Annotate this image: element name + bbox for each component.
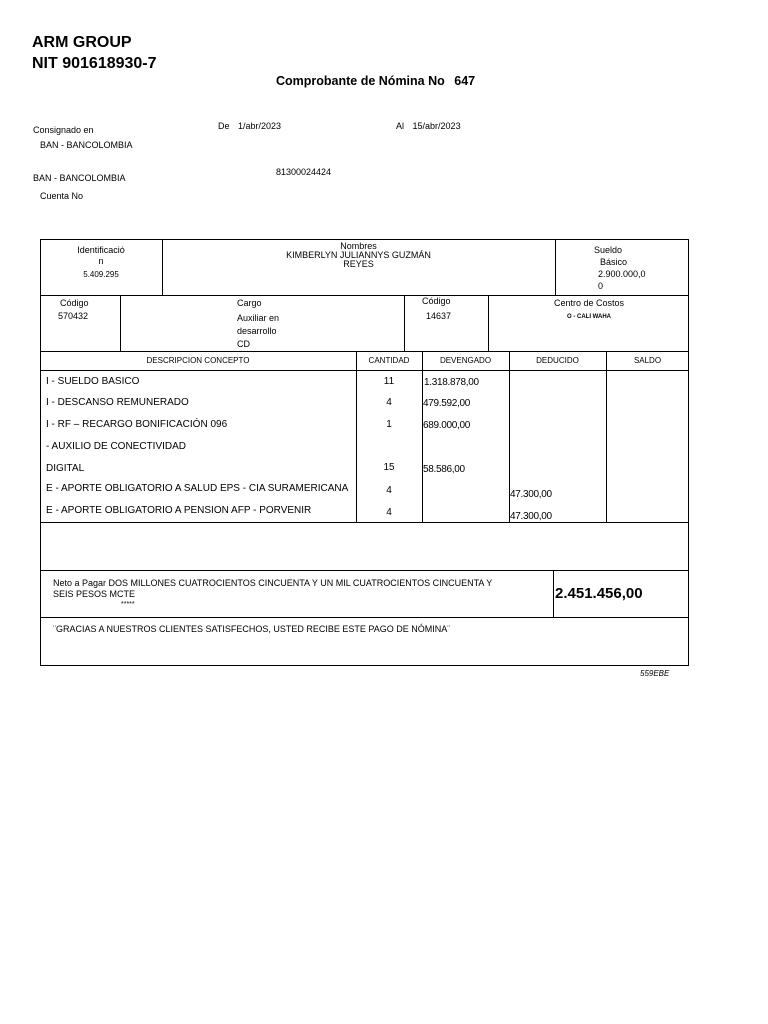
position-label: Cargo bbox=[237, 298, 262, 308]
company-name: ARM GROUP bbox=[32, 34, 132, 51]
id-label-line2: n bbox=[98, 256, 104, 266]
divider bbox=[40, 522, 689, 523]
header-concept: DESCRIPCION CONCEPTO bbox=[146, 356, 250, 365]
salary-value-line2: 0 bbox=[598, 281, 604, 291]
divider bbox=[553, 570, 554, 617]
position-code-label: Código bbox=[422, 296, 451, 306]
net-stars: ***** bbox=[121, 601, 135, 608]
id-label-line1: Identificació bbox=[77, 245, 125, 255]
period-to-label: Al bbox=[396, 121, 405, 131]
row-concept: I - SUELDO BASICO bbox=[46, 376, 140, 387]
divider bbox=[40, 295, 689, 296]
divider bbox=[120, 295, 121, 351]
row-earned: 479.592,00 bbox=[423, 398, 471, 409]
salary-value-line1: 2.900.000,0 bbox=[598, 269, 646, 279]
employee-name-line1: KIMBERLYN JULIANNYS GUZMÁN bbox=[286, 250, 431, 260]
divider bbox=[40, 370, 689, 371]
company-nit: NIT 901618930-7 bbox=[32, 55, 157, 72]
position-line: CD bbox=[237, 339, 250, 349]
header-balance: SALDO bbox=[633, 356, 662, 365]
row-concept: E - APORTE OBLIGATORIO A PENSION AFP - PORVENIR bbox=[46, 505, 312, 516]
period-from bbox=[218, 121, 281, 131]
names-block bbox=[162, 242, 555, 269]
header-earned: DEVENGADO bbox=[439, 356, 492, 365]
divider bbox=[40, 351, 689, 352]
divider bbox=[404, 295, 405, 351]
row-concept: - AUXILIO DE CONECTIVIDAD bbox=[46, 441, 187, 452]
row-concept: E - APORTE OBLIGATORIO A SALUD EPS - CIA SURAMERICANA bbox=[46, 483, 349, 494]
header-quantity: CANTIDAD bbox=[368, 356, 410, 365]
divider bbox=[40, 570, 689, 571]
id-label bbox=[40, 245, 162, 267]
id-value: 5.409.295 bbox=[83, 270, 119, 279]
bank-name: BAN - BANCOLOMBIA bbox=[33, 173, 126, 183]
row-deducted: 47.300,00 bbox=[510, 489, 552, 500]
divider bbox=[422, 351, 423, 522]
row-quantity: 4 bbox=[386, 507, 392, 518]
net-amount: 2.451.456,00 bbox=[555, 585, 643, 602]
position-line: desarrollo bbox=[237, 326, 277, 336]
consignado-bank: BAN - BANCOLOMBIA bbox=[40, 140, 133, 150]
row-concept: DIGITAL bbox=[46, 463, 85, 474]
salary-block bbox=[594, 244, 646, 292]
row-quantity: 15 bbox=[383, 462, 395, 473]
salary-label-line2: Básico bbox=[600, 257, 628, 267]
net-label-line2: SEIS PESOS MCTE bbox=[53, 589, 136, 599]
footer-code: 559EBE bbox=[640, 669, 670, 678]
row-quantity: 11 bbox=[383, 376, 395, 387]
divider bbox=[40, 617, 689, 618]
row-quantity: 1 bbox=[386, 419, 392, 430]
divider bbox=[606, 351, 607, 522]
period-from-label: De bbox=[218, 121, 230, 131]
position-value bbox=[237, 312, 279, 351]
consignado-label: Consignado en bbox=[33, 125, 94, 135]
employee-code-value: 570432 bbox=[58, 311, 89, 321]
document-title bbox=[276, 74, 475, 88]
period-to-value: 15/abr/2023 bbox=[412, 121, 461, 131]
net-label-line1: Neto a Pagar DOS MILLONES CUATROCIENTOS CINCUENTA Y UN MIL CUATROCIENTOS CINCUENTA Y bbox=[53, 578, 493, 588]
divider bbox=[555, 239, 556, 296]
position-code-value: 14637 bbox=[426, 311, 452, 321]
thanks-message: ¨GRACIAS A NUESTROS CLIENTES SATISFECHOS, USTED RECIBE ESTE PAGO DE NÓMINA¨ bbox=[53, 624, 451, 634]
row-quantity: 4 bbox=[386, 397, 392, 408]
row-concept: I - DESCANSO REMUNERADO bbox=[46, 397, 189, 408]
net-label bbox=[53, 578, 553, 609]
row-deducted: 47.300,00 bbox=[510, 511, 552, 522]
row-earned: 689.000,00 bbox=[423, 420, 471, 431]
row-concept: I - RF – RECARGO BONIFICACIÓN 096 bbox=[46, 419, 228, 430]
employee-name-line2: REYES bbox=[343, 259, 374, 269]
account-label: Cuenta No bbox=[40, 191, 84, 201]
row-earned: 58.586,00 bbox=[423, 464, 465, 475]
names-label: Nombres bbox=[340, 241, 377, 251]
cost-center-label: Centro de Costos bbox=[553, 298, 625, 308]
salary-label-line1: Sueldo bbox=[594, 245, 623, 255]
position-line: Auxiliar en bbox=[237, 313, 280, 323]
cost-center-value: O - CALI WAHA bbox=[567, 314, 611, 320]
header-deducted: DEDUCIDO bbox=[536, 356, 579, 365]
period-to bbox=[396, 121, 461, 131]
employee-code-label: Código bbox=[60, 298, 89, 308]
document-number: 647 bbox=[454, 74, 476, 88]
period-from-value: 1/abr/2023 bbox=[238, 121, 282, 131]
row-earned: 1.318.878,00 bbox=[424, 377, 479, 388]
account-number: 81300024424 bbox=[276, 167, 332, 177]
row-quantity: 4 bbox=[386, 485, 392, 496]
document-title-label: Comprobante de Nómina No bbox=[276, 74, 445, 88]
